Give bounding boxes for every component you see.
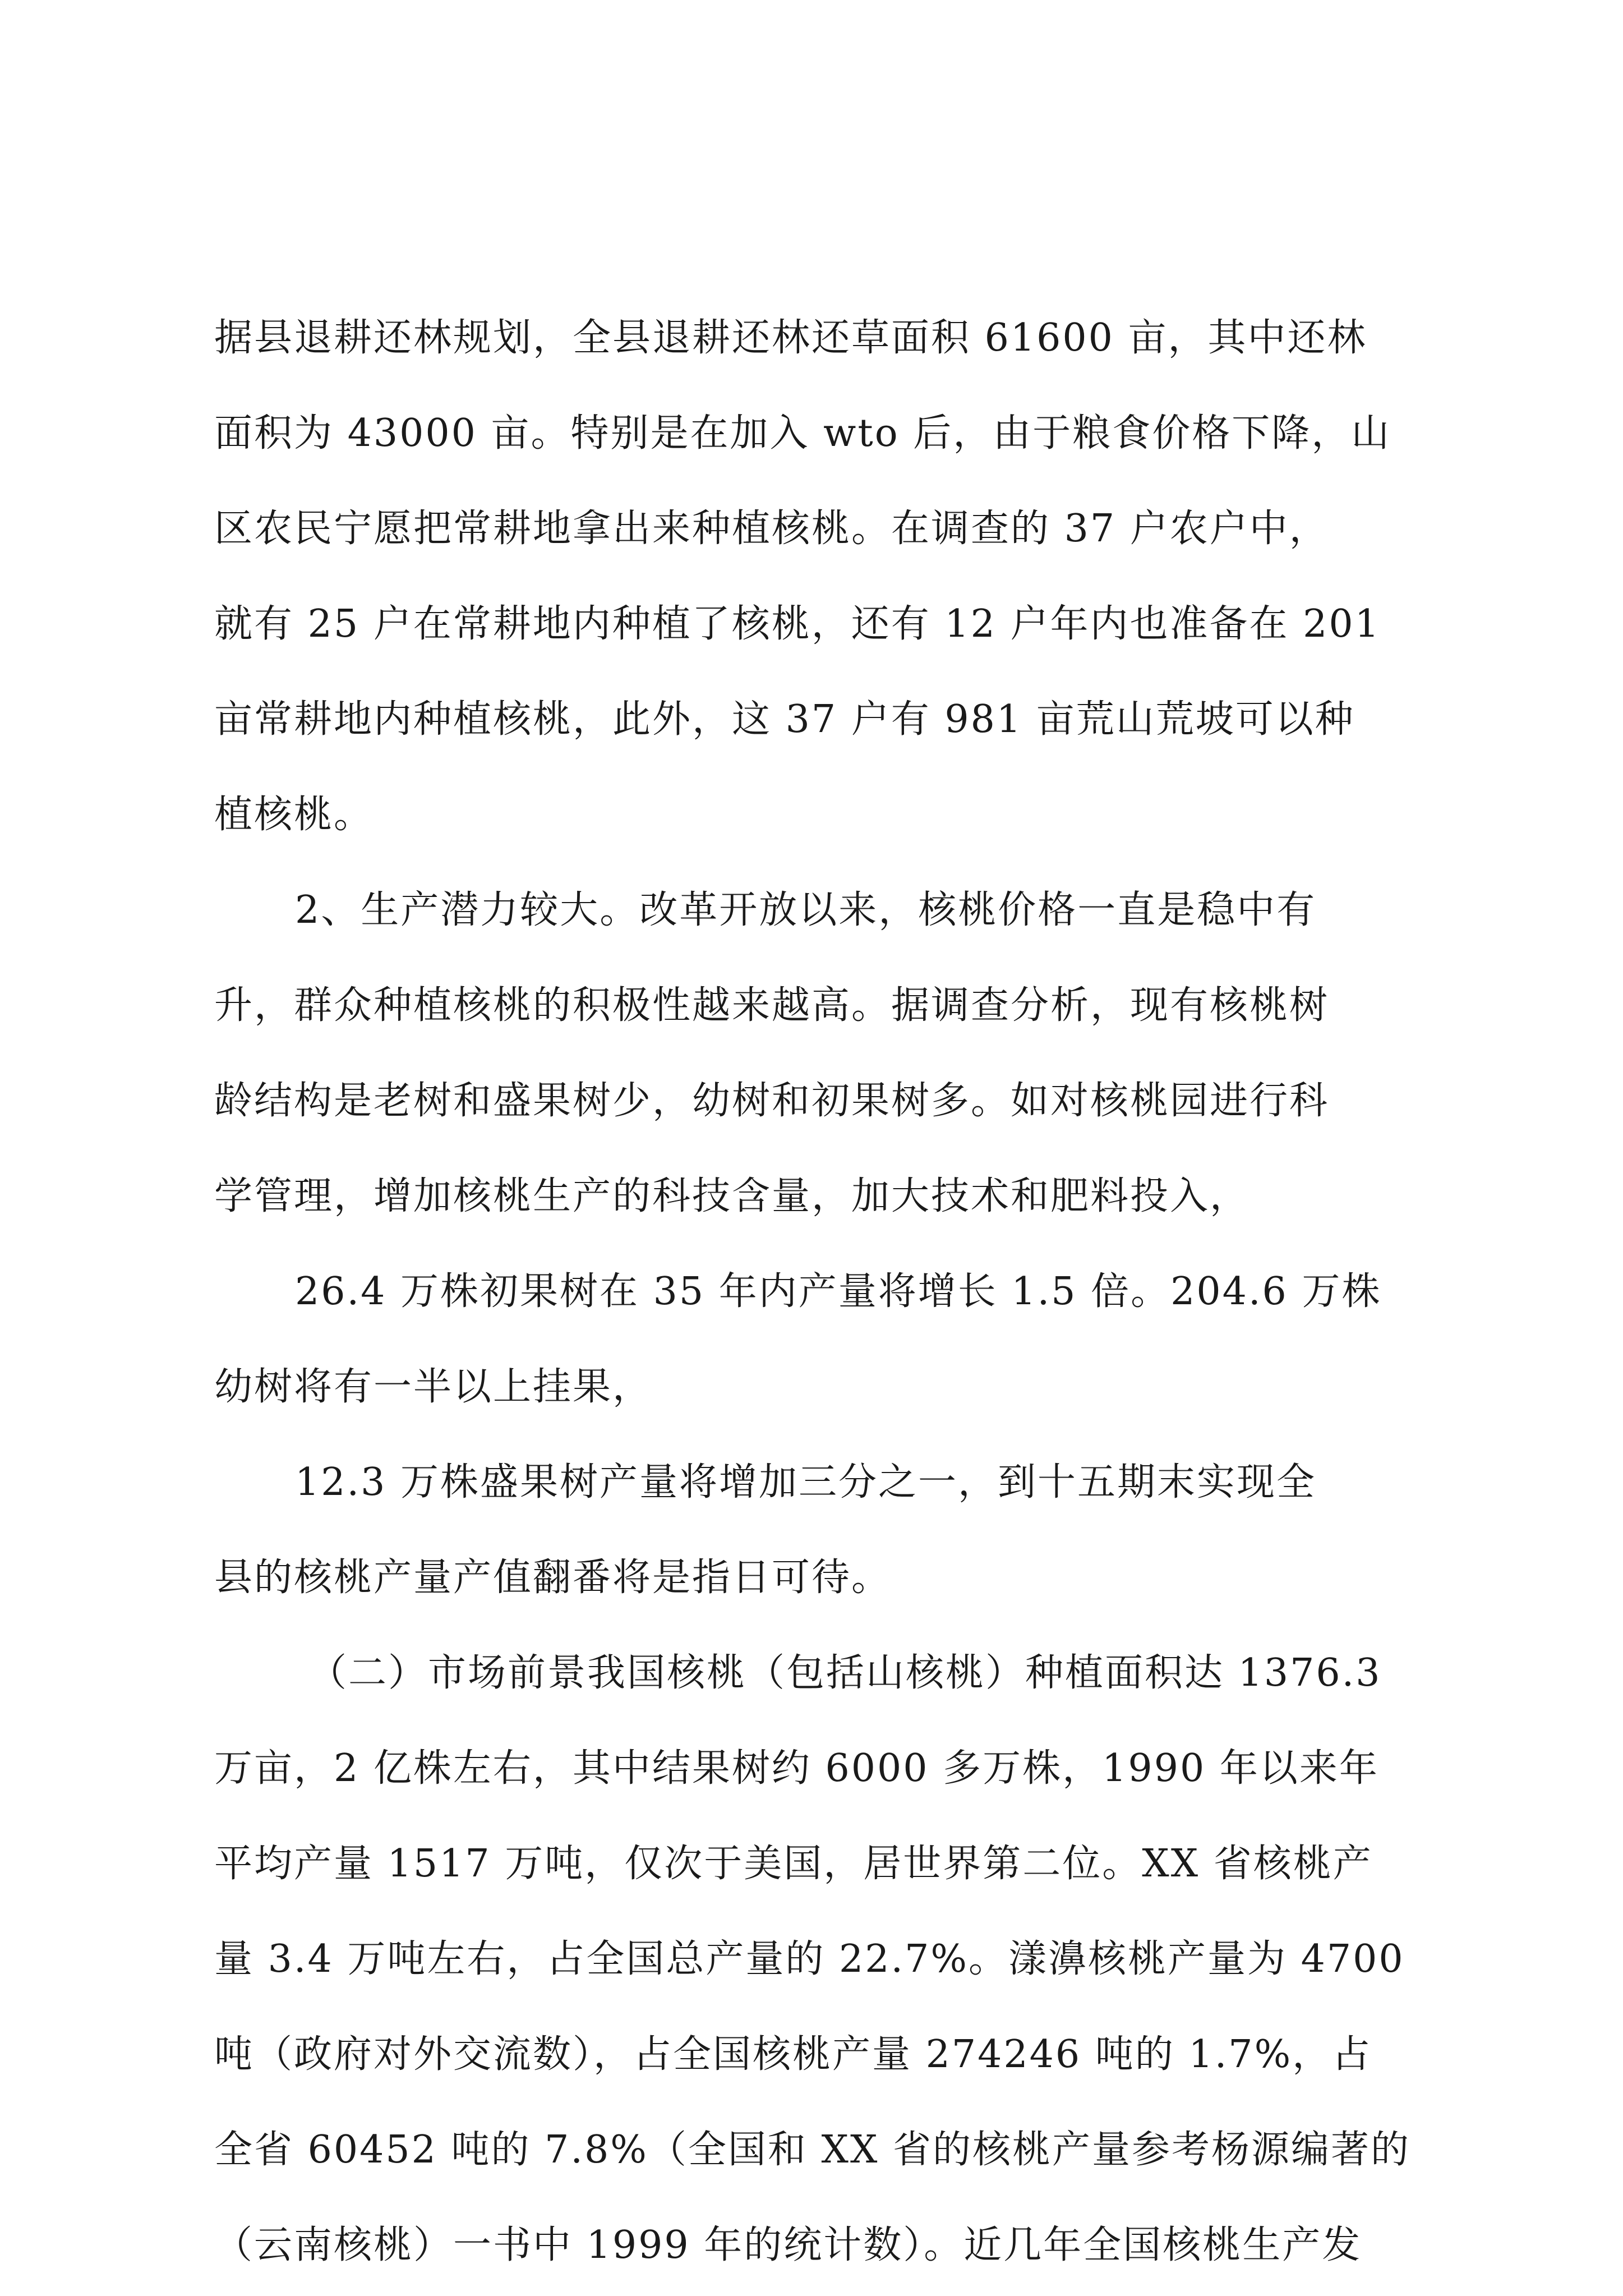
text-line: 就有 25 户在常耕地内种植了核桃，还有 12 户年内也准备在 201	[214, 602, 1381, 646]
text-line: （二）市场前景我国核桃（包括山核桃）种植面积达 1376.3	[308, 1651, 1382, 1695]
text-line: 区农民宁愿把常耕地拿出来种植核桃。在调查的 37 户农户中，	[214, 507, 1329, 551]
text-line: 植核桃。	[214, 793, 374, 837]
text-line: 升，群众种植核桃的积极性越来越高。据调查分析，现有核桃树	[214, 983, 1330, 1028]
text-line: 亩常耕地内种植核桃，此外，这 37 户有 981 亩荒山荒坡可以种	[214, 697, 1355, 742]
text-line: 幼树将有一半以上挂果，	[214, 1365, 653, 1409]
text-line: 据县退耕还林规划，全县退耕还林还草面积 61600 亩，其中还林	[214, 316, 1367, 360]
text-line: 县的核桃产量产值翻番将是指日可待。	[214, 1556, 892, 1600]
text-line: 全省 60452 吨的 7.8%（全国和 XX 省的核桃产量参考杨源编著的	[214, 2128, 1410, 2172]
text-line: 万亩，2 亿株左右，其中结果树约 6000 多万株，1990 年以来年	[214, 1746, 1379, 1791]
text-line: 26.4 万株初果树在 35 年内产量将增长 1.5 倍。204.6 万株	[295, 1269, 1382, 1314]
text-line: 量 3.4 万吨左右，占全国总产量的 22.7%。漾濞核桃产量为 4700	[214, 1937, 1405, 1981]
text-line: （云南核桃）一书中 1999 年的统计数）。近几年全国核桃生产发	[214, 2223, 1362, 2267]
text-line: 龄结构是老树和盛果树少，幼树和初果树多。如对核桃园进行科	[214, 1079, 1330, 1123]
text-line: 12.3 万株盛果树产量将增加三分之一，到十五期末实现全	[295, 1460, 1317, 1504]
text-line: 吨（政府对外交流数），占全国核桃产量 274246 吨的 1.7%，占	[214, 2032, 1372, 2077]
text-line: 平均产量 1517 万吨，仅次于美国，居世界第二位。XX 省核桃产	[214, 1842, 1373, 1886]
text-line: 学管理，增加核桃生产的科技含量，加大技术和肥料投入，	[214, 1174, 1250, 1218]
text-line: 2、生产潜力较大。改革开放以来，核桃价格一直是稳中有	[295, 888, 1317, 932]
text-line: 面积为 43000 亩。特别是在加入 wto 后，由于粮食价格下降，山	[214, 411, 1391, 455]
